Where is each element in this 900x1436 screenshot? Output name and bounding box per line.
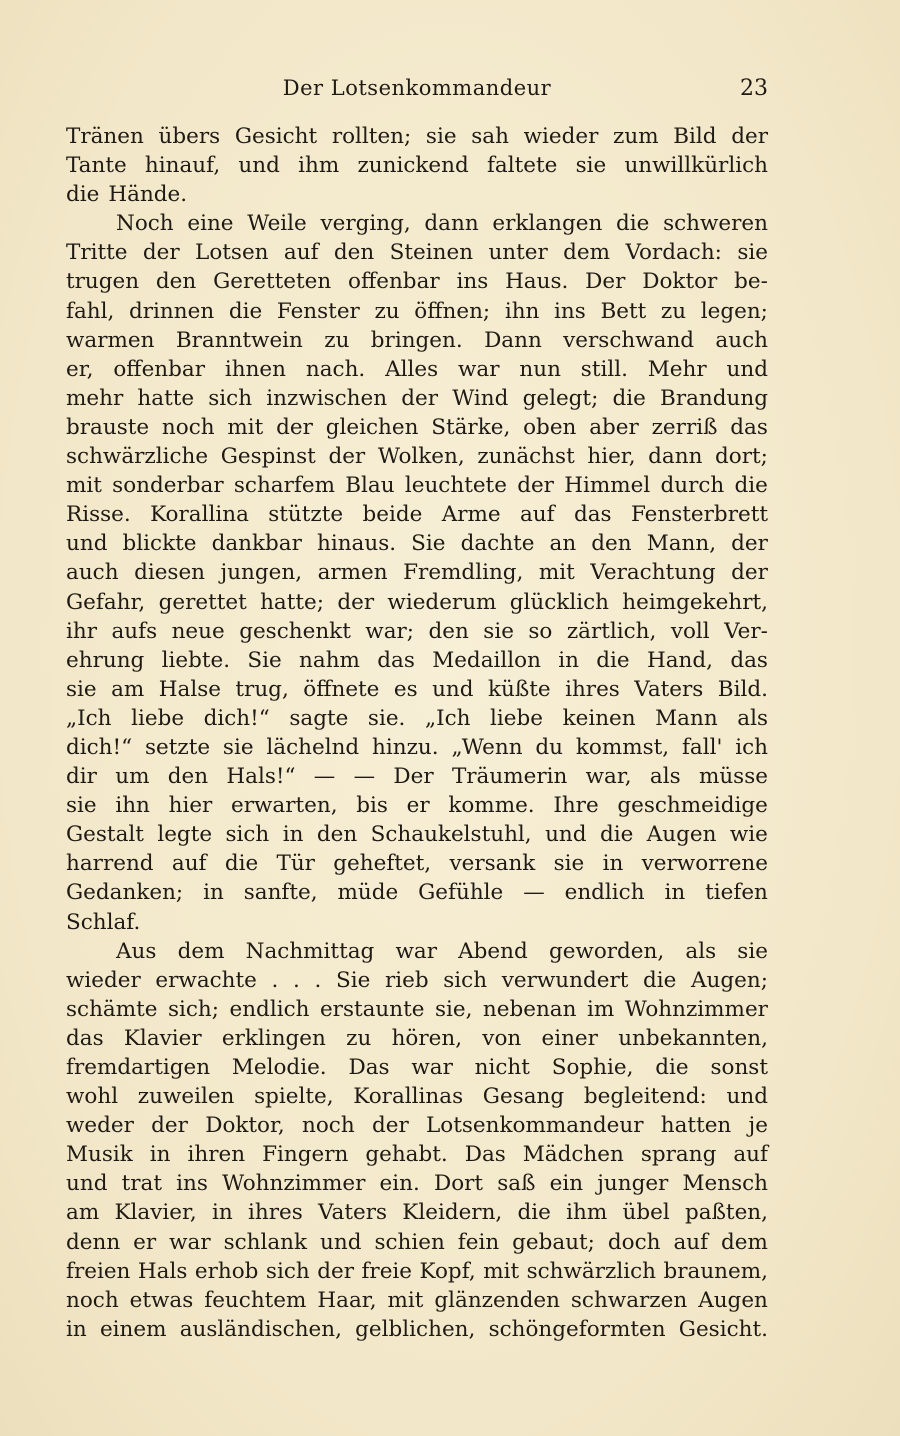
text-line: fahl, drinnen die Fenster zu öffnen; ihn ins Bett zu legen; xyxy=(66,298,768,324)
text-line: Gefahr, gerettet hatte; der wiederum glücklich heimgekehrt, xyxy=(66,589,768,615)
text-line: Noch eine Weile verging, dann erklangen die schweren xyxy=(116,211,768,237)
text-line: das Klavier erklingen zu hören, von einer unbekannten, xyxy=(66,1025,768,1051)
text-line: brauste noch mit der gleichen Stärke, oben aber zerriß das xyxy=(66,414,768,440)
text-line: freien Hals erhob sich der freie Kopf, mit schwärzlich braunem, xyxy=(66,1258,768,1284)
text-line: auch diesen jungen, armen Fremdling, mit Verachtung der xyxy=(66,560,768,586)
text-line: Schlaf. xyxy=(66,909,141,935)
text-line: Musik in ihren Fingern gehabt. Das Mädchen sprang auf xyxy=(66,1142,768,1168)
text-line: ehrung liebte. Sie nahm das Medaillon in die Hand, das xyxy=(66,647,768,673)
text-line: und trat ins Wohnzimmer ein. Dort saß ein junger Mensch xyxy=(66,1171,768,1197)
text-line: mehr hatte sich inzwischen der Wind gelegt; die Brandung xyxy=(66,385,768,411)
text-line: am Klavier, in ihres Vaters Kleidern, die ihm übel paßten, xyxy=(66,1200,768,1226)
text-line: sie am Halse trug, öffnete es und küßte ihres Vaters Bild. xyxy=(66,676,768,702)
page-header xyxy=(66,76,768,106)
body-text xyxy=(66,122,768,1344)
text-line: weder der Doktor, noch der Lotsenkommandeur hatten je xyxy=(66,1113,768,1139)
page-number: 23 xyxy=(740,76,768,101)
text-line: harrend auf die Tür geheftet, versank sie in verworrene xyxy=(66,851,768,877)
text-line: Tränen übers Gesicht rollten; sie sah wieder zum Bild der xyxy=(66,124,768,149)
text-line: Aus dem Nachmittag war Abend geworden, als sie xyxy=(116,938,768,964)
text-line: mit sonderbar scharfem Blau leuchtete der Himmel durch die xyxy=(66,473,768,499)
text-line: dich!“ setzte sie lächelnd hinzu. „Wenn du kommst, fall' ich xyxy=(66,734,768,760)
text-line: „Ich liebe dich!“ sagte sie. „Ich liebe keinen Mann als xyxy=(66,705,768,731)
text-line: und blickte dankbar hinaus. Sie dachte an den Mann, der xyxy=(66,531,768,557)
text-line: Tritte der Lotsen auf den Steinen unter dem Vordach: sie xyxy=(66,240,768,266)
text-line: Gedanken; in sanfte, müde Gefühle — endlich in tiefen xyxy=(66,880,768,906)
text-line: sie ihn hier erwarten, bis er komme. Ihre geschmeidige xyxy=(66,793,768,819)
text-line: schwärzliche Gespinst der Wolken, zunächst hier, dann dort; xyxy=(66,444,768,470)
text-line: Tante hinauf, und ihm zunickend faltete sie unwillkürlich xyxy=(66,153,768,179)
text-line: trugen den Geretteten offenbar ins Haus. Der Doktor be- xyxy=(66,269,768,295)
text-line: schämte sich; endlich erstaunte sie, nebenan im Wohnzimmer xyxy=(66,996,768,1022)
text-line: denn er war schlank und schien fein gebaut; doch auf dem xyxy=(66,1229,768,1255)
text-line: ihr aufs neue geschenkt war; den sie so zärtlich, voll Ver- xyxy=(66,618,768,644)
text-line: er, offenbar ihnen nach. Alles war nun still. Mehr und xyxy=(66,356,768,382)
text-line: warmen Branntwein zu bringen. Dann verschwand auch xyxy=(66,327,768,353)
running-title: Der Lotsenkommandeur xyxy=(282,76,552,100)
text-line: wieder erwachte . . . Sie rieb sich verwundert die Augen; xyxy=(66,967,768,993)
text-line: Gestalt legte sich in den Schaukelstuhl, und die Augen wie xyxy=(66,822,768,848)
text-line: Risse. Korallina stützte beide Arme auf das Fensterbrett xyxy=(66,502,768,528)
text-line: die Hände. xyxy=(66,182,188,208)
text-line: in einem ausländischen, gelblichen, schöngeformten Gesicht. xyxy=(66,1316,768,1342)
text-line: wohl zuweilen spielte, Korallinas Gesang begleitend: und xyxy=(66,1084,768,1110)
text-line: noch etwas feuchtem Haar, mit glänzenden schwarzen Augen xyxy=(66,1287,768,1313)
text-line: dir um den Hals!“ — — Der Träumerin war, als müsse xyxy=(66,764,768,790)
text-line: fremdartigen Melodie. Das war nicht Sophie, die sonst xyxy=(66,1055,768,1080)
